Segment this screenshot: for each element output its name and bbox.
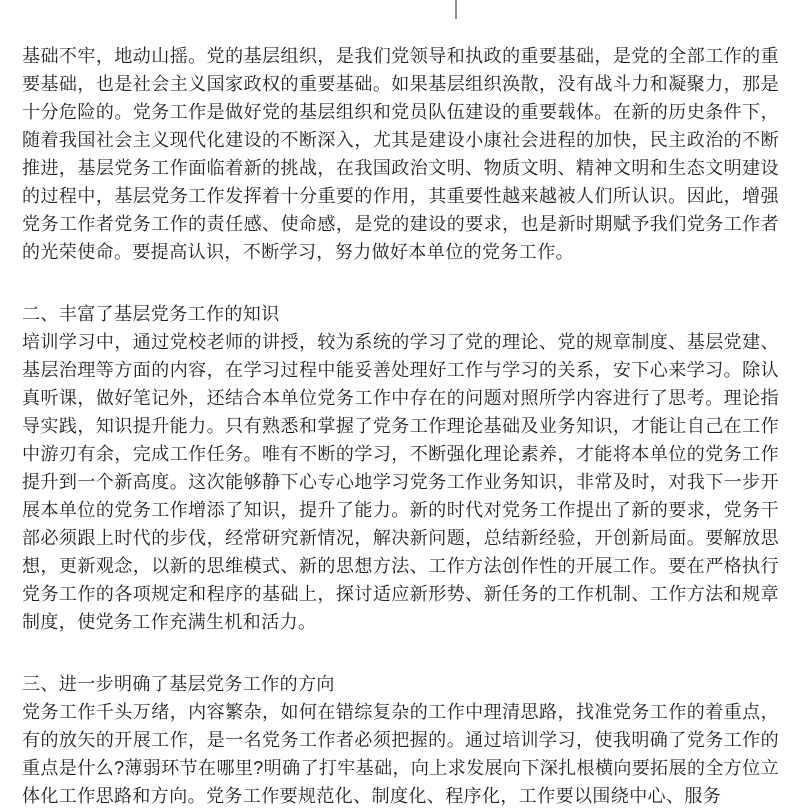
paragraph-section-2: 培训学习中，通过党校老师的讲授，较为系统的学习了党的理论、党的规章制度、基层党建、基层治理等方面的内容，在学习过程中能妥善处理好工作与学习的关系，安下心来学习。除认真听课，做好笔记外，还结合本单位党务工作中存在的问题对照所学内容进行了思考。理论指导实践，知识提升能力。只有熟悉和掌握了党务工作理论基础及业务知识，才能让自己在工作中游刃有余，完成工作任务。唯有不断的学习，不断强化理论素养，才能将本单位的党务工作提升到一个新高度。这次能够静下心专心地学习党务工作业务知识，非常及时，对我下一步开展本单位的党务工作增添了知识，提升了能力。新的时代对党务工作提出了新的要求，党务干部必须跟上时代的步伐，经常研究新情况，解决新问题，总结新经验，开创新局面。要解放思想，更新观念，以新的思维模式、新的思想方法、工作方法创作性的开展工作。要在严格执行党务工作的各项规定和程序的基础上，探讨适应新形势、新任务的工作机制、工作方法和规章制度，使党务工作充满生机和活力。	[22, 332, 779, 632]
section-heading-2: 二、丰富了基层党务工作的知识	[22, 304, 280, 324]
paragraph-section-3: 党务工作千头万绪，内容繁杂，如何在错综复杂的工作中理清思路，找准党务工作的着重点，有的放矢的开展工作，是一名党务工作者必须把握的。通过培训学习，使我明确了党务工作的重点是什么?薄弱环节在哪里?明确了打牢基础，向上求发展向下深扎根横向要拓展的全方位立体化工作思路和方向。党务工作要规范化、制度化、程序化，工作要以围绕中心、服务	[22, 702, 779, 806]
paragraph-intro: 基础不牢，地动山摇。党的基层组织，是我们党领导和执政的重要基础，是党的全部工作的重要基础，也是社会主义国家政权的重要基础。如果基层组织涣散，没有战斗力和凝聚力，那是十分危险的。党务工作是做好党的基层组织和党员队伍建设的重要载体。在新的历史条件下，随着我国社会主义现代化建设的不断深入，尤其是建设小康社会进程的加快，民主政治的不断推进，基层党务工作面临着新的挑战，在我国政治文明、物质文明、精神文明和生态文明建设的过程中，基层党务工作发挥着十分重要的作用，其重要性越来越被人们所认识。因此，增强党务工作者党务工作的责任感、使命感，是党的建设的要求，也是新时期赋予我们党务工作者的光荣使命。要提高认识，不断学习，努力做好本单位的党务工作。	[22, 46, 779, 262]
document-body	[22, 42, 779, 810]
text-cursor-artifact	[455, 0, 457, 19]
section-heading-3: 三、进一步明确了基层党务工作的方向	[22, 674, 335, 694]
